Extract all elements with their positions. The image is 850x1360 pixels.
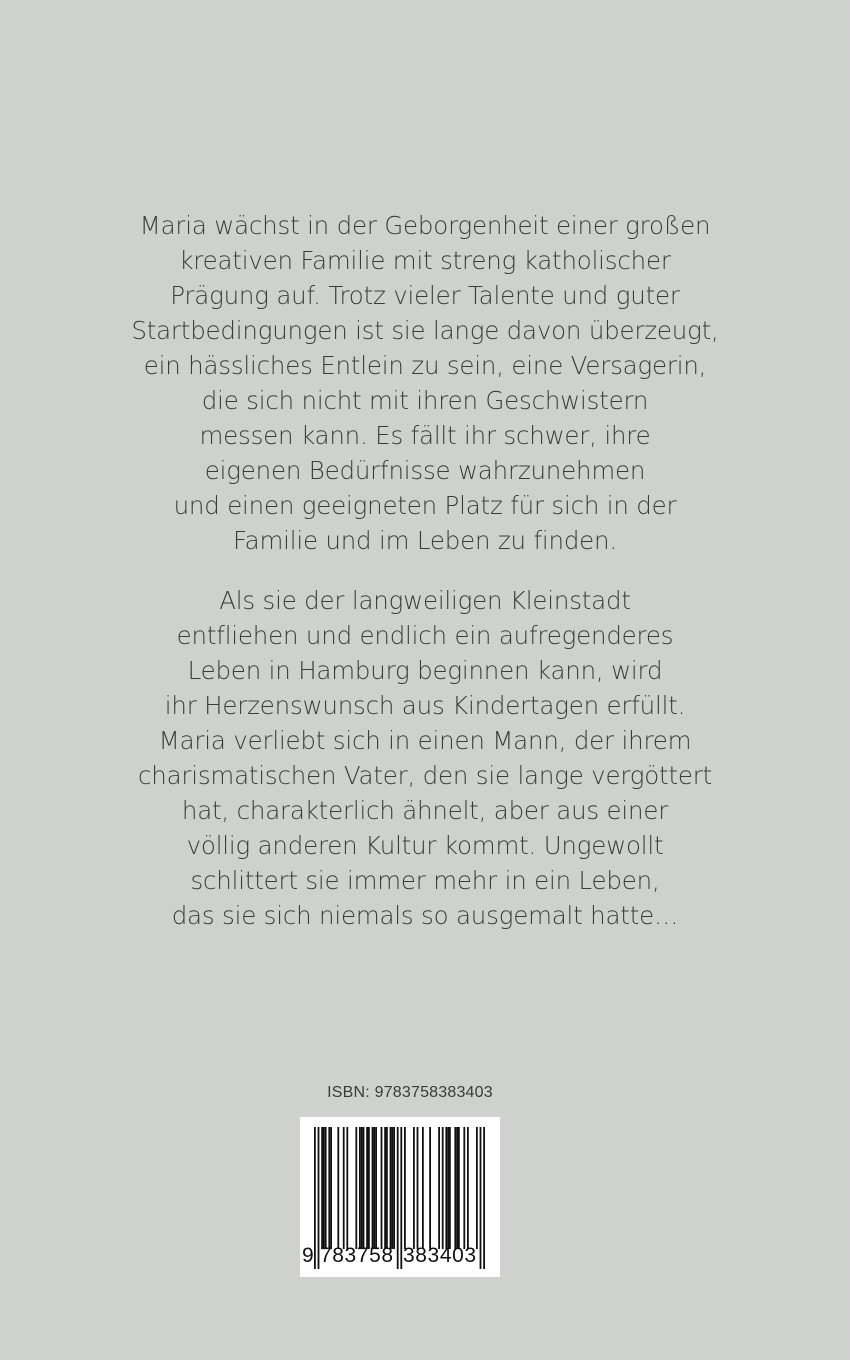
barcode-bar: [359, 1127, 361, 1249]
barcode-bar: [343, 1127, 345, 1249]
blurb-line: kreativen Familie mit streng katholischer: [179, 246, 671, 275]
barcode-bar: [445, 1127, 447, 1249]
blurb-line: ein hässliches Entlein zu sein, eine Versagerin,: [143, 351, 707, 380]
barcode-bar: [330, 1127, 332, 1249]
barcode-bar: [391, 1127, 393, 1249]
barcode-bar: [467, 1127, 469, 1249]
barcode-bar: [328, 1127, 330, 1249]
barcode-bar: [373, 1127, 375, 1249]
barcode-bar: [413, 1127, 415, 1249]
blurb-paragraph-2: [85, 583, 765, 933]
barcode-bar: [355, 1127, 357, 1249]
blurb-line: schlittert sie immer mehr in ein Leben,: [190, 866, 660, 895]
blurb-line: messen kann. Es fällt ihr schwer, ihre: [199, 421, 651, 450]
barcode-bar: [456, 1127, 458, 1249]
blurb-line: entfliehen und endlich ein aufregenderes: [176, 621, 674, 650]
isbn-label: ISBN: 9783758383403: [327, 1084, 493, 1101]
barcode-digits-left: 783758: [320, 1244, 394, 1267]
blurb-paragraph-1: [85, 208, 765, 558]
blurb-line: Leben in Hamburg beginnen kann, wird: [187, 656, 663, 685]
barcode-bar: [363, 1127, 365, 1249]
barcode-bar: [463, 1127, 465, 1249]
barcode-bar: [438, 1127, 440, 1249]
blurb-line: charismatischen Vater, den sie lange vergöttert: [137, 761, 713, 790]
barcode-bar: [384, 1127, 386, 1249]
blurb-line: und einen geeigneten Platz für sich in der: [173, 491, 677, 520]
barcode-bar: [325, 1127, 327, 1249]
barcode-bar: [346, 1127, 348, 1249]
barcode-bar: [422, 1127, 424, 1249]
barcode-digit-first: 9: [302, 1244, 314, 1267]
barcode-bar: [361, 1127, 363, 1249]
barcode-bar: [372, 1127, 374, 1249]
blurb-line: das sie sich niemals so ausgemalt hatte…: [171, 901, 679, 930]
barcode-bar: [386, 1127, 388, 1249]
barcode-bar: [323, 1127, 325, 1249]
barcode-bar: [447, 1127, 449, 1249]
barcode-digits: [300, 1244, 500, 1274]
barcode-bar: [449, 1127, 451, 1249]
barcode-bar: [321, 1127, 323, 1249]
barcode-bar: [366, 1127, 368, 1249]
barcode-bar: [442, 1127, 444, 1249]
barcode-bar: [390, 1127, 392, 1249]
blurb-line: Familie und im Leben zu finden.: [233, 526, 617, 555]
barcode-bar: [337, 1127, 339, 1249]
blurb-line: völlig anderen Kultur kommt. Ungewollt: [186, 831, 664, 860]
barcode-bar: [368, 1127, 370, 1249]
blurb-line: die sich nicht mit ihren Geschwistern: [201, 386, 649, 415]
barcode-bar: [458, 1127, 460, 1249]
barcode-bar: [381, 1127, 383, 1249]
barcode-bar: [454, 1127, 456, 1249]
barcode-bar: [404, 1127, 406, 1249]
barcode-bar: [429, 1127, 431, 1249]
barcode-bar: [476, 1127, 478, 1249]
blurb-line: ihr Herzenswunsch aus Kindertagen erfüllt.: [164, 691, 686, 720]
blurb-line: Maria verliebt sich in einen Mann, der ihrem: [158, 726, 692, 755]
barcode-bar: [375, 1127, 377, 1249]
barcode-bar: [417, 1127, 419, 1249]
blurb-line: Prägung auf. Trotz vieler Talente und guter: [170, 281, 680, 310]
blurb-line: eigenen Bedürfnisse wahrzunehmen: [204, 456, 646, 485]
blurb-line: Als sie der langweiligen Kleinstadt: [219, 586, 631, 615]
blurb-line: Startbedingungen ist sie lange davon überzeugt,: [131, 316, 719, 345]
blurb-line: hat, charakterlich ähnelt, aber aus einer: [181, 796, 669, 825]
barcode-digits-right: 383403: [403, 1244, 477, 1267]
blurb-line: Maria wächst in der Geborgenheit einer großen: [139, 211, 711, 240]
barcode-bar: [393, 1127, 395, 1249]
